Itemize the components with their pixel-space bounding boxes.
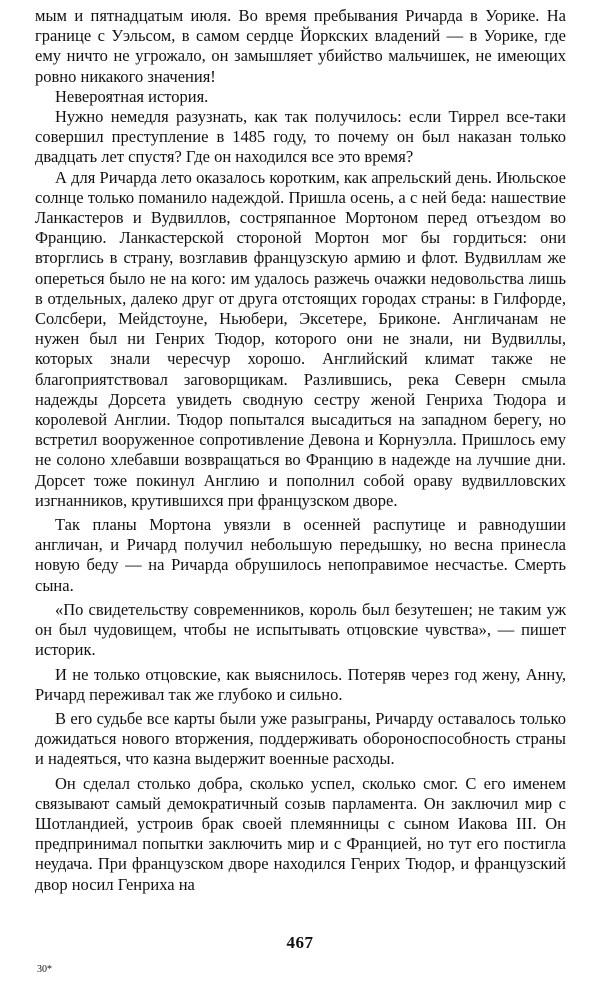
paragraph-9: Он сделал столько добра, сколько успел, сколько смог. С его именем связывают самый демократичный созыв парламента. Он заключил мир с Шотландией, устроив брак своей племянницы с сыном Иакова III. Он предпринимал попытки заключить мир и с Францией, но тут его постигла неудача. При французском дворе находился Генрих Тюдор, и французский двор носил Генриха на xyxy=(35,773,566,894)
signature-mark: 30* xyxy=(37,964,52,975)
paragraph-2: Невероятная история. xyxy=(55,86,209,106)
page-number: 467 xyxy=(286,933,314,952)
paragraph-7: И не только отцовские, как выяснилось. Потеряв через год жену, Анну, Ричард переживал так же глубоко и сильно. xyxy=(35,664,566,704)
paragraph-8: В его судьбе все карты были уже разыграны, Ричарду оставалось только дожидаться нового вторжения, поддерживать обороноспособность страны и надеяться, что казна выдержит военные расходы. xyxy=(35,708,566,769)
paragraph-6: «По свидетельству современников, король был безутешен; не таким уж он был чудовищем, чтобы не испытывать отцовские чувства», — пишет историк. xyxy=(35,599,566,660)
paragraph-3: Нужно немедля разузнать, как так получилось: если Тиррел все-таки совершил преступление в 1485 году, то почему он был наказан только двадцать лет спустя? Где он находился все это время? xyxy=(35,107,566,167)
page-body xyxy=(35,6,566,895)
paragraph-1: мым и пятнадцатым июля. Во время пребывания Ричарда в Уорике. На границе с Уэльсом, в самом сердце Йоркских владений — в Уорике, где ему ничто не угрожало, он замышляет убийство мальчишек, не имеющих ровно никакого значения! xyxy=(35,6,566,86)
paragraph-4: А для Ричарда лето оказалось коротким, как апрельский день. Июльское солнце только поманило надеждой. Пришла осень, а с ней беда: нашествие Ланкастеров и Вудвиллов, состряпанное Мортоном перед отъездом во Францию. Ланкастерской стороной Мортон мог бы гордиться: они вторглись в страну, возглавив французскую армию и флот. Вудвиллам же опереться было не на кого: им удалось разжечь очажки недовольства лишь в отдельных, далеко друг от друга отстоящих городах страны: в Гилфорде, Солсбери, Мейдстоуне, Ньюбери, Эксетере, Бриконе. Англичанам не нужен был ни Генрих Тюдор, которого они не знали, ни Вудвиллы, которых знали чересчур хорошо. Английский климат также не благоприятствовал заговорщикам. Разлившись, река Северн смыла надежды Дорсета увидеть сводную сестру женой Генриха Тюдора и королевой Англии. Тюдор попытался высадиться на западном берегу, но встретил вооруженное сопротивление Девона и Корнуэлла. Пришлось ему не солоно хлебавши возвращаться во Францию в надежде на лучшие дни. Дорсет тоже покинул Англию и пополнил собой ораву вудвилловских изгнанников, крутившихся при французском дворе. xyxy=(35,167,566,510)
paragraph-5: Так планы Мортона увязли в осенней распутице и равнодушии англичан, и Ричард получил небольшую передышку, но весна принесла новую беду — на Ричарда обрушилось непоправимое несчастье. Смерть сына. xyxy=(35,515,566,595)
